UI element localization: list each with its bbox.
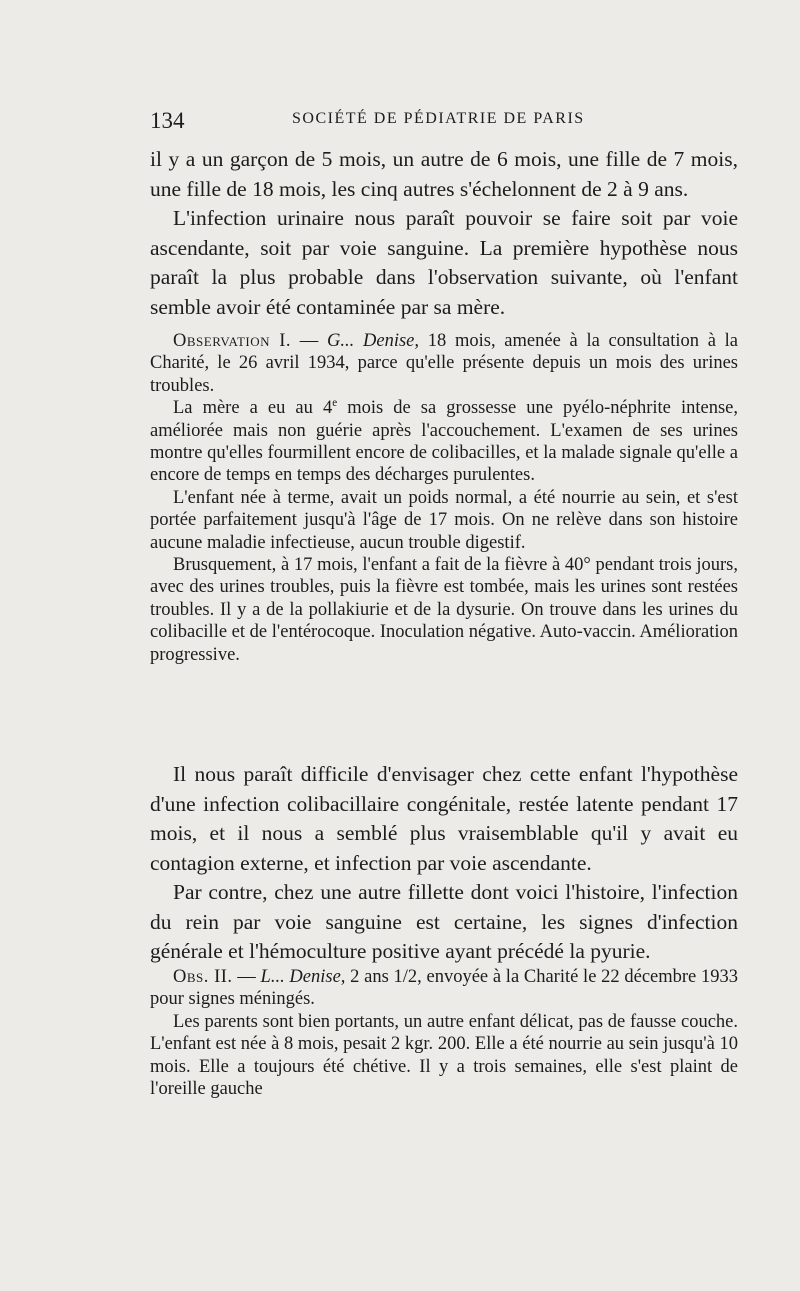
patient-name: L... Denise, [260, 967, 346, 987]
running-title: SOCIÉTÉ DE PÉDIATRIE DE PARIS [292, 110, 585, 127]
paragraph: Par contre, chez une autre fillette dont voici l'histoire, l'infection du rein par voie sanguine est certaine, les signes d'infection générale et l'hémoculture positive ayant précédé la pyurie. [150, 880, 738, 963]
paragraph [150, 397, 738, 487]
observation-heading-paragraph [150, 330, 738, 397]
paragraph: il y a un garçon de 5 mois, un autre de 6 mois, une fille de 7 mois, une fille de 18 mois, les cinq autres s'échelonnent de 2 à 9 ans. [150, 147, 738, 201]
observation-intro: 2 ans 1/2, envoyée à la Charité le 22 décembre 1933 pour signes méningés. [150, 967, 738, 1010]
paragraph: L'enfant née à terme, avait un poids normal, a été nourrie au sein, et s'est portée parfaitement jusqu'à l'âge de 17 mois. On ne relève dans son histoire aucune maladie infectieuse, aucun trouble digestif. [150, 487, 738, 553]
discussion-text-block [150, 760, 738, 967]
dash: — [291, 331, 328, 351]
patient-name: G... Denise, [327, 331, 419, 351]
observation-1 [150, 330, 738, 666]
intro-text-block [150, 145, 738, 322]
observation-2 [150, 966, 738, 1100]
observation-label: Obs. II. [173, 967, 233, 987]
superscript: e [332, 397, 338, 410]
observation-label: Observation I. [173, 331, 292, 351]
page-number: 134 [150, 108, 185, 133]
paragraph: L'infection urinaire nous paraît pouvoir se faire soit par voie ascendante, soit par voie sanguine. La première hypothèse nous paraît la plus probable dans l'observation suivante, où l'enfant semble avoir été contaminée par sa mère. [150, 206, 738, 319]
page-header [150, 108, 740, 132]
observation-heading-paragraph [150, 966, 738, 1011]
observation-intro: 18 mois, amenée à la consultation à la Charité, le 26 avril 1934, parce qu'elle présente depuis un mois des urines troubles. [150, 331, 738, 396]
paragraph: Les parents sont bien portants, un autre enfant délicat, pas de fausse couche. L'enfant est née à 8 mois, pesait 2 kgr. 200. Elle a été nourrie au sein jusqu'à 10 mois. Elle a toujours été chétive. Il y a trois semaines, elle s'est plaint de l'oreille gauche [150, 1011, 738, 1100]
text-span: mois de sa grossesse une pyélo-néphrite intense, améliorée mais non guérie après l'accouchement. L'examen de ses urines montre qu'elles fourmillent encore de colibacilles, et la malade signale qu'elle a encore de temps en temps des décharges purulentes. [150, 398, 738, 486]
paragraph: Brusquement, à 17 mois, l'enfant a fait de la fièvre à 40° pendant trois jours, avec des urines troubles, puis la fièvre est tombée, mais les urines sont restées troubles. Il y a de la pollakiurie et de la dysurie. On trouve dans les urines du colibacille et de l'entérocoque. Inoculation négative. Auto-vaccin. Amélioration progressive. [150, 555, 738, 665]
paragraph: Il nous paraît difficile d'envisager chez cette enfant l'hypothèse d'une infection colibacillaire congénitale, restée latente pendant 17 mois, et il nous a semblé plus vraisemblable qu'il y avait eu contagion externe, et infection par voie ascendante. [150, 762, 738, 875]
text-span: La mère a eu au 4 [173, 398, 333, 419]
dash: — [232, 967, 261, 987]
